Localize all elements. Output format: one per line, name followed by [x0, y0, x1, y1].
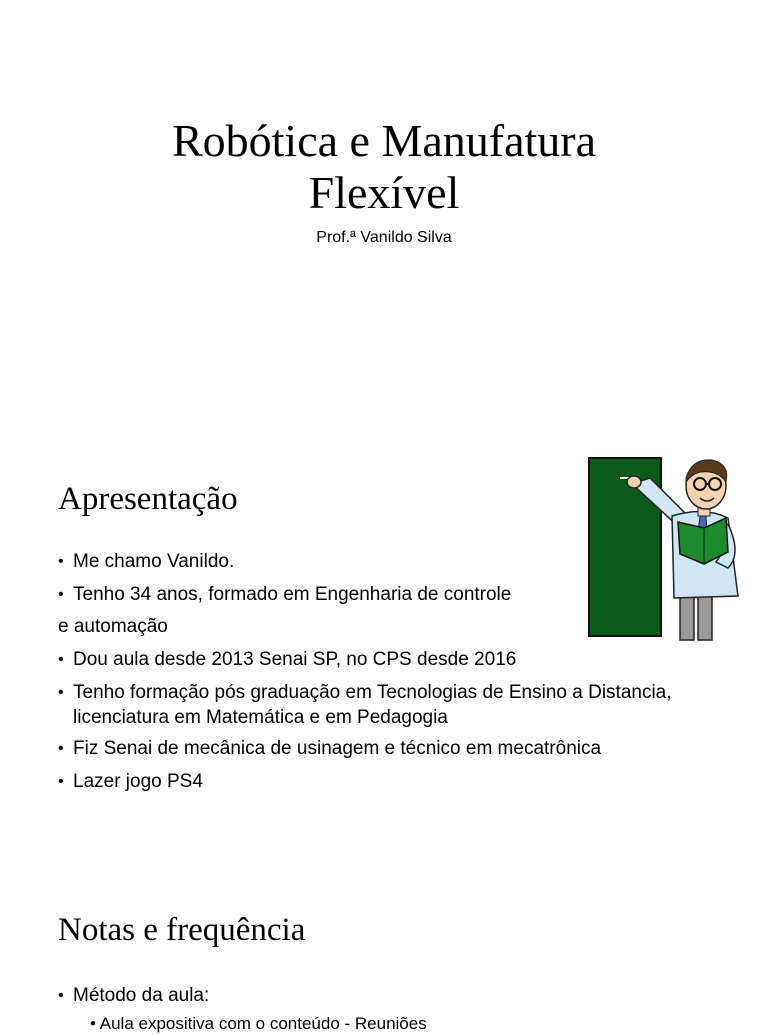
bullet-text: Tenho 34 anos, formado em Engenharia de controle: [73, 584, 512, 605]
bullet-marker: •: [58, 553, 64, 570]
slide-notas-frequencia: [0, 864, 768, 1033]
bullet-text: Dou aula desde 2013 Senai SP, no CPS desde 2016: [73, 649, 517, 670]
bullet-marker: •: [58, 740, 64, 757]
bullet-marker: •: [58, 586, 64, 603]
bullet-text-continuation: licenciatura em Matemática e em Pedagogia: [73, 707, 448, 728]
bullet-text: Lazer jogo PS4: [73, 771, 203, 792]
title-slide: [0, 0, 768, 432]
presentation-title-line-1: Robótica e Manufatura: [171, 115, 597, 166]
bullet-text: Fiz Senai de mecânica de usinagem e técnico em mecatrônica: [73, 738, 602, 759]
presentation-title-line-2: Flexível: [308, 167, 460, 218]
presenter-subtitle: Prof.ª Vanildo Silva: [316, 229, 452, 246]
bullet-marker: •: [58, 773, 64, 790]
slide-heading: Apresentação: [58, 481, 238, 517]
plain-text-line: e automação: [58, 616, 168, 637]
sub-bullet-text: Aula expositiva com o conteúdo - Reuniões: [99, 1014, 427, 1033]
sub-bullet-item: [90, 1013, 427, 1035]
bullet-text: Método da aula:: [73, 985, 210, 1006]
slide-apresentacao: [0, 432, 768, 864]
bullet-marker: •: [58, 987, 64, 1004]
teacher-at-chalkboard-icon: [588, 456, 748, 642]
slide-heading: Notas e frequência: [58, 912, 306, 948]
bullet-marker: •: [90, 1014, 96, 1033]
bullet-text: Me chamo Vanildo.: [73, 551, 235, 572]
bullet-marker: •: [58, 684, 64, 701]
bullet-text: Tenho formação pós graduação em Tecnologias de Ensino a Distancia,: [73, 682, 672, 703]
bullet-marker: •: [58, 651, 64, 668]
